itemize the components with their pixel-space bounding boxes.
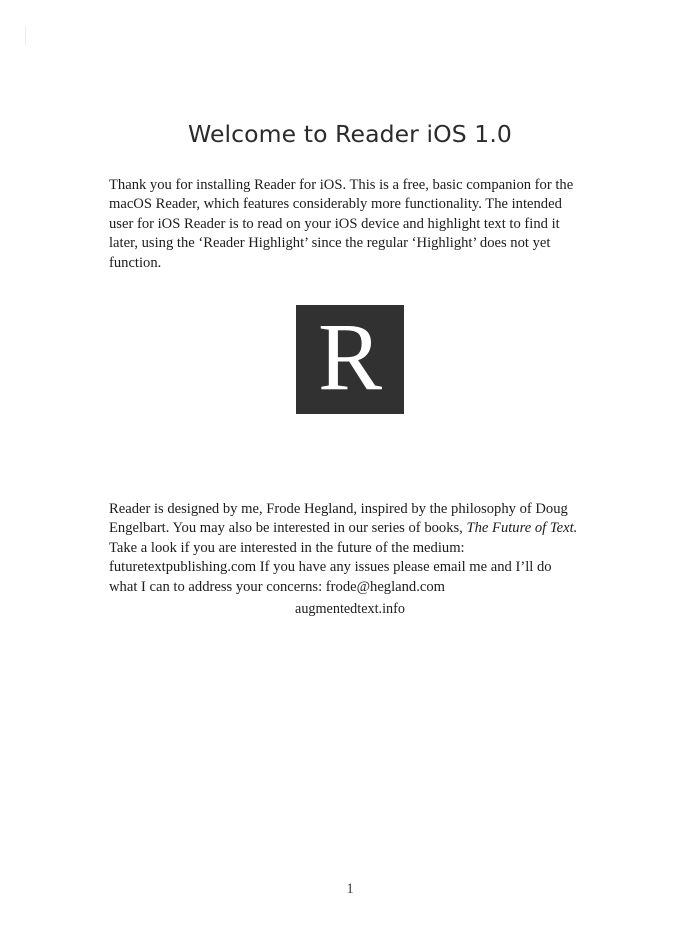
intro-paragraph: Thank you for installing Reader for iOS. This is a free, basic companion for the macOS Reader, which features considerably more functionality. The intended user for iOS Reader is to read on your iOS device and highlight text to find it later, using the ‘Reader Highlight’ since the regular ‘Highlight’ does not yet function. xyxy=(109,176,574,271)
logo-square xyxy=(296,305,404,414)
reader-logo xyxy=(296,305,404,414)
website-line: augmentedtext.info xyxy=(295,601,405,618)
credits-paragraph xyxy=(109,500,583,598)
page-edge-mark xyxy=(25,26,26,45)
page-number: 1 xyxy=(346,881,354,898)
svg-text:R: R xyxy=(317,314,383,405)
logo-letter-r-icon xyxy=(310,315,390,405)
page-title: Welcome to Reader iOS 1.0 xyxy=(188,119,512,148)
credits-text-part2: Take a look if you are interested in the future of the medium: futuretextpublishing.com If you have any issues please email me and I’ll do what I can to address your concerns: frode@hegland.com xyxy=(109,539,552,595)
book-title: The Future of Text. xyxy=(466,520,578,537)
credits-text-part1: Reader is designed by me, Frode Hegland, inspired by the philosophy of Doug Engelbart. You may also be interested in our series of books, xyxy=(109,500,568,537)
